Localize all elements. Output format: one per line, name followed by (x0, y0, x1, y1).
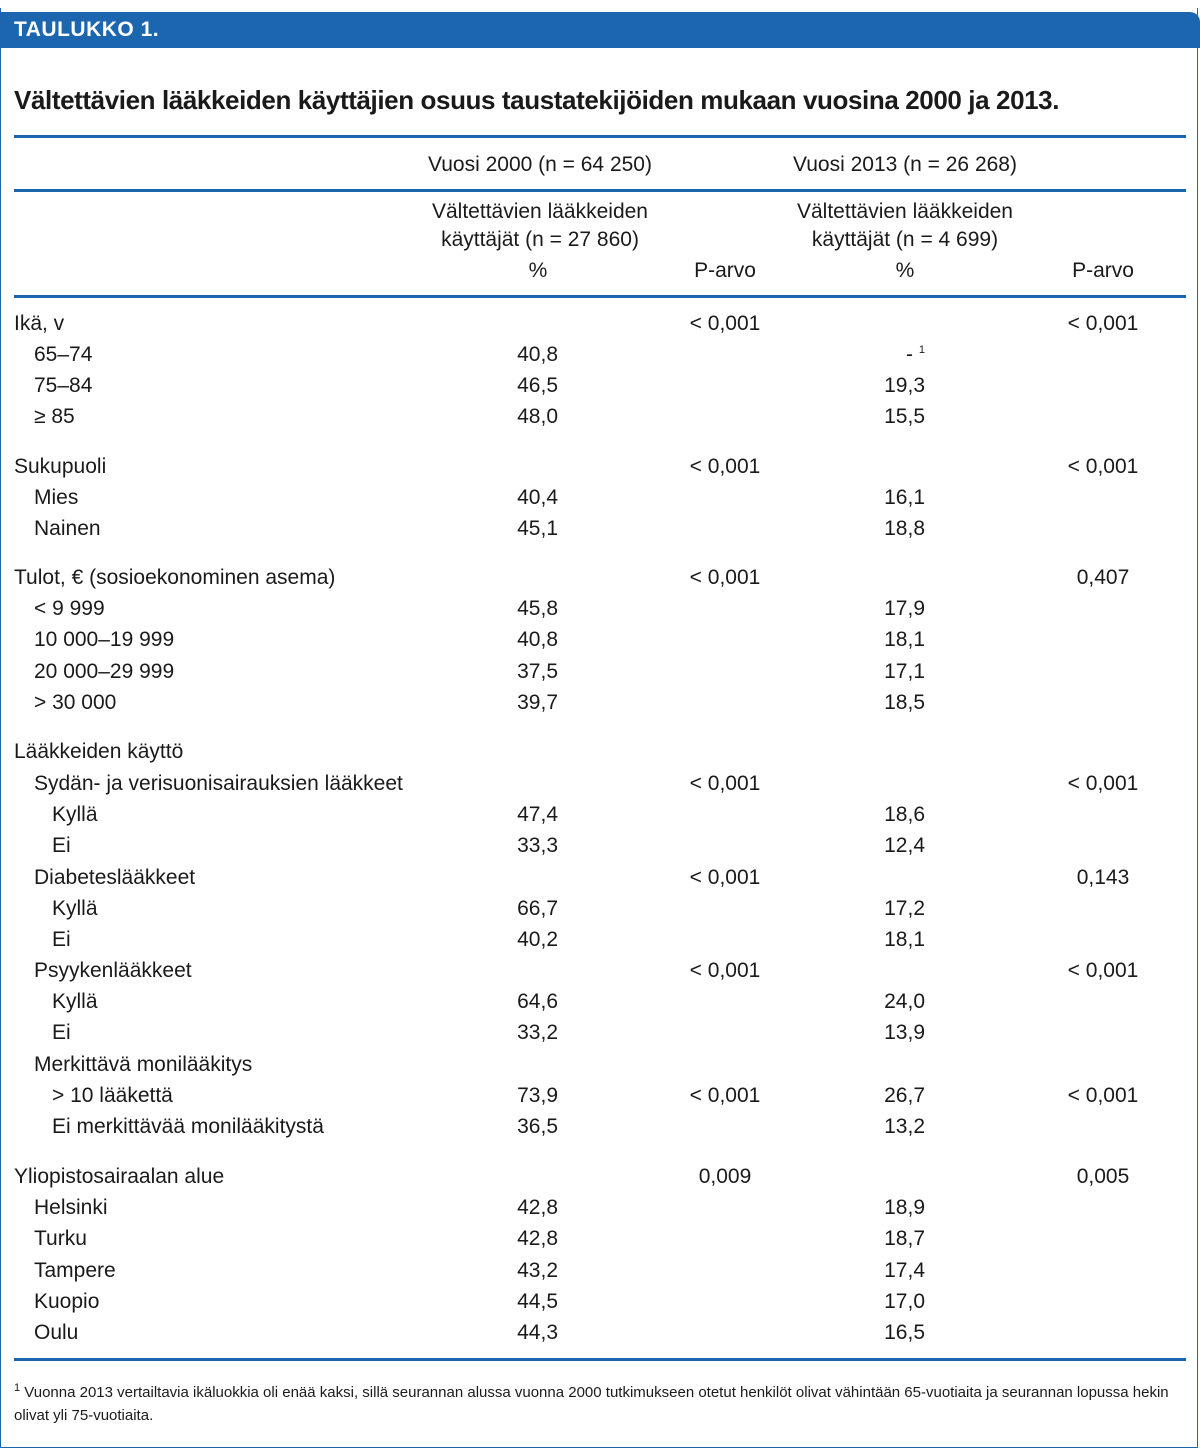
value-2000: 42,8 (517, 1227, 558, 1250)
value-2013: 12,4 (884, 834, 925, 857)
value-2000: 44,3 (517, 1321, 558, 1344)
value-2013-text: - (906, 343, 919, 366)
row-label: 75–84 (34, 374, 93, 397)
value-2000: 47,4 (517, 803, 558, 826)
row-label: Sydän- ja verisuonisairauksien lääkkeet (34, 772, 403, 795)
value-2013: 18,1 (884, 628, 925, 651)
users-2013-header-line1: Vältettävien lääkkeiden (797, 200, 1013, 223)
table-label-bar (0, 12, 1200, 48)
top-rule (14, 135, 1186, 138)
row-label: Yliopistosairaalan alue (14, 1165, 225, 1188)
row-label: Ei merkittävää monilääkitystä (52, 1115, 324, 1138)
pvalue-2013: < 0,001 (1067, 455, 1139, 478)
row-label: Kyllä (52, 803, 98, 826)
pvalue-2000: < 0,001 (689, 566, 761, 589)
year-2000-header: Vuosi 2000 (n = 64 250) (428, 153, 652, 176)
value-2013: 15,5 (884, 405, 925, 428)
users-2000-header-line1: Vältettävien lääkkeiden (432, 200, 648, 223)
row-label: Kyllä (52, 897, 98, 920)
bottom-rule (14, 1358, 1186, 1361)
row-label: Kuopio (34, 1290, 100, 1313)
value-2013: 17,0 (884, 1290, 925, 1313)
row-label: > 30 000 (34, 691, 117, 714)
value-2000: 42,8 (517, 1196, 558, 1219)
value-2013: 16,5 (884, 1321, 925, 1344)
value-2000: 44,5 (517, 1290, 558, 1313)
row-label: Tampere (34, 1259, 116, 1282)
value-2000: 45,8 (517, 597, 558, 620)
footnote-ref: 1 (918, 344, 925, 356)
value-2013: 13,2 (884, 1115, 925, 1138)
row-label: Nainen (34, 517, 101, 540)
users-2000-header-line2: käyttäjät (n = 27 860) (441, 228, 639, 251)
percent-2013-header: % (895, 259, 915, 282)
year-2013-header: Vuosi 2013 (n = 26 268) (793, 153, 1017, 176)
pvalue-2013: < 0,001 (1067, 959, 1139, 982)
row-label: Oulu (34, 1321, 79, 1344)
pvalue-2013: 0,143 (1076, 866, 1130, 889)
value-2000: 37,5 (517, 660, 558, 683)
pvalue-2000-header: P-arvo (694, 259, 756, 282)
value-2013: 18,9 (884, 1196, 925, 1219)
pvalue-2000: 0,009 (698, 1165, 752, 1188)
value-2013: 16,1 (884, 486, 925, 509)
value-2013: 18,5 (884, 691, 925, 714)
value-2000: 40,8 (517, 628, 558, 651)
header-bottom-rule (14, 295, 1186, 298)
table-title: Vältettävien lääkkeiden käyttäjien osuus taustatekijöiden mukaan vuosina 2000 ja 2013. (14, 85, 1060, 115)
value-2000: 39,7 (517, 691, 558, 714)
value-2000: 73,9 (517, 1084, 558, 1107)
value-2000: 36,5 (517, 1115, 558, 1138)
row-label: ≥ 85 (34, 405, 75, 428)
value-2000: 33,3 (517, 834, 558, 857)
row-label: 10 000–19 999 (34, 628, 175, 651)
pvalue-2013-header: P-arvo (1072, 259, 1134, 282)
pvalue-2013: < 0,001 (1067, 1084, 1139, 1107)
row-label: 20 000–29 999 (34, 660, 175, 683)
value-2000: 48,0 (517, 405, 558, 428)
percent-2000-header: % (528, 259, 548, 282)
value-2000: 45,1 (517, 517, 558, 540)
pvalue-2013: < 0,001 (1067, 772, 1139, 795)
value-2013: 24,0 (884, 990, 925, 1013)
row-label: Turku (34, 1227, 87, 1250)
value-2000: 64,6 (517, 990, 558, 1013)
value-2013: 17,2 (884, 897, 925, 920)
row-label: > 10 lääkettä (52, 1084, 173, 1107)
pvalue-2013: 0,407 (1076, 566, 1130, 589)
row-label: Lääkkeiden käyttö (14, 740, 184, 763)
row-label: < 9 999 (34, 597, 105, 620)
value-2000: 40,8 (517, 343, 558, 366)
row-label: Helsinki (34, 1196, 108, 1219)
table-label: TAULUKKO 1. (14, 18, 160, 41)
value-2000: 46,5 (517, 374, 558, 397)
pvalue-2000: < 0,001 (689, 1084, 761, 1107)
year-rule (14, 189, 1186, 192)
value-2013: 18,8 (884, 517, 925, 540)
value-2013: 17,9 (884, 597, 925, 620)
pvalue-2000: < 0,001 (689, 455, 761, 478)
value-2013 (845, 343, 925, 367)
pvalue-2000: < 0,001 (689, 312, 761, 335)
value-2013: 18,7 (884, 1227, 925, 1250)
value-2000: 40,2 (517, 928, 558, 951)
value-2013: 18,1 (884, 928, 925, 951)
row-label: Tulot, € (sosioekonominen asema) (14, 566, 336, 589)
value-2000: 33,2 (517, 1021, 558, 1044)
value-2013: 19,3 (884, 374, 925, 397)
value-2000: 40,4 (517, 486, 558, 509)
row-label: Psyykenlääkkeet (34, 959, 192, 982)
value-2013: 17,1 (884, 660, 925, 683)
row-label: Ikä, v (14, 312, 65, 335)
footnote-text: Vuonna 2013 vertailtavia ikäluokkia oli enää kaksi, sillä seurannan alussa vuonna 2000 tutkimukseen otetut henkilöt olivat vähintään 65-vuotiaita ja seurannan lopussa hekin olivat yli 75-vuotiaita. (14, 1384, 1169, 1424)
pvalue-2000: < 0,001 (689, 772, 761, 795)
value-2000: 66,7 (517, 897, 558, 920)
pvalue-2000: < 0,001 (689, 959, 761, 982)
row-label: Mies (34, 486, 79, 509)
row-label: 65–74 (34, 343, 93, 366)
row-label: Ei (52, 1021, 71, 1044)
row-label: Diabeteslääkkeet (34, 866, 196, 889)
pvalue-2000: < 0,001 (689, 866, 761, 889)
pvalue-2013: < 0,001 (1067, 312, 1139, 335)
row-label: Sukupuoli (14, 455, 107, 478)
row-label: Merkittävä monilääkitys (34, 1053, 253, 1076)
pvalue-2013: 0,005 (1076, 1165, 1130, 1188)
footnote-marker: 1 (14, 1382, 21, 1394)
value-2000: 43,2 (517, 1259, 558, 1282)
row-label: Kyllä (52, 990, 98, 1013)
row-label: Ei (52, 834, 71, 857)
footnote (14, 1377, 1174, 1427)
value-2013: 13,9 (884, 1021, 925, 1044)
value-2013: 18,6 (884, 803, 925, 826)
value-2013: 17,4 (884, 1259, 925, 1282)
value-2013: 26,7 (884, 1084, 925, 1107)
users-2013-header-line2: käyttäjät (n = 4 699) (811, 228, 999, 251)
row-label: Ei (52, 928, 71, 951)
